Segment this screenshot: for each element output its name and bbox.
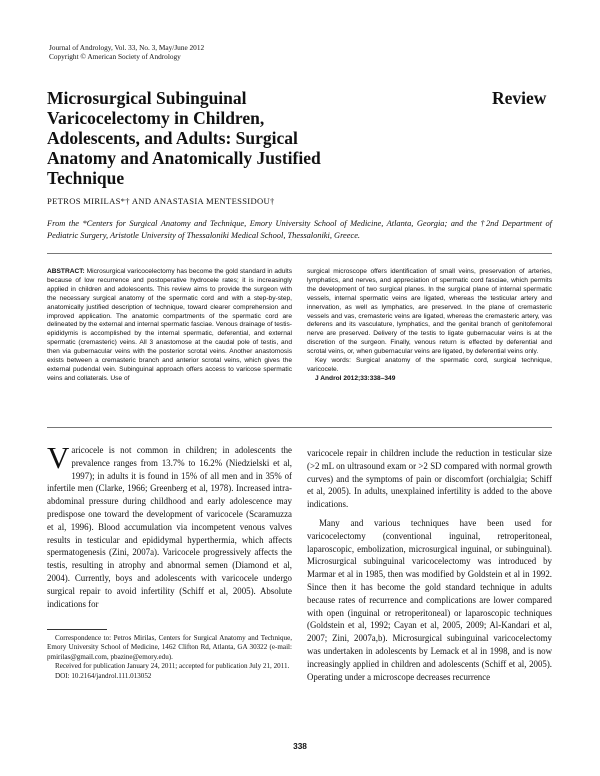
body-paragraph-1: varicocele repair in children include the reduction in testicular size (>2 mL on ultrasound exam or >2 SD compared with normal growth curves) and the symptoms of pain or discomfort (orchialgia; Schiff et al, 2005). In adults, unexplained infertility is added to the above indications. [307,448,552,510]
body-left-column [47,440,292,610]
journal-header [49,43,204,61]
abstract-text-left: Microsurgical varicocelectomy has become the gold standard in adults because of low recurrence and postoperative hydrocele rates; it is increasingly applied in children and adolescents. This review aims to provide the surgeon with the necessary surgical anatomy of the spermatic cord and with a step-by-step, anatomically justified description of technique, toward clearer comprehension and improved application. The anatomic compartments of the spermatic cord are delineated by the external and internal spermatic fasciae. Venous drainage of testis-epididymis is accomplished by the internal spermatic, deferential, and external spermatic (cremasteric) veins. All 3 anastomose at the caudal pole of testis, and then via gubernacular veins with the posterior scrotal veins. Another anastomosis exists between a cremasteric branch and anterior scrotal veins, which gives the external pudendal vein. Subinguinal approach offers access to varicose spermatic veins and collaterals. Use of [47,268,292,382]
intro-text: aricocele is not common in children; in adolescents the prevalence ranges from 13.7% to 16.2% (Niedzielski et al, 1997); in adults it is found in 15% of all men and in 35% of infertile men (Clarke, 1966; Greenberg et al, 1978). Increased intra-abdominal pressure during childhood and early adolescence may predispose one toward the development of varicocele (Scaramuzza et al, 1996). Blood accumulation via incompetent venous valves results in testicular and epididymal hyperthermia, which affects spermatogenesis (Zini, 2007a). Varicocele progressively affects the testis, resulting in atrophy and abnormal semen (Diamond et al, 2004). Currently, boys and adolescents with varicocele undergo surgical repair to avoid infertility (Schiff et al, 2005). Absolute indications for [47,445,292,609]
abstract-right-column [307,268,552,384]
footnotes [47,634,292,681]
footnote-rule [47,629,107,630]
correspondence-footnote: Correspondence to: Petros Mirilas, Centers for Surgical Anatomy and Technique, Emory University School of Medicine, 1462 Clifton Rd, Atlanta, GA 30322 (e-mail: pmirilas@gmail.com, pbazine@emory.edu). [47,634,292,661]
body-paragraph-2: Many and various techniques have been used for varicocelectomy (conventional inguinal, retroperitoneal, laparoscopic, embolization, microsurgical inguinal, or subinguinal). Microsurgical subinguinal varicocelectomy was introduced by Marmar et al in 1985, then was modified by Goldstein et al in 1992. Since then it has become the gold standard technique in adults because rates of recurrence and complications are lower compared with open (inguinal or retroperitoneal) or laparoscopic techniques (Goldstein et al, 1992; Cayan et al, 2005, 2009; Al-Kandari et al, 2007; Zini, 2007a,b). Microsurgical subinguinal varicocelectomy was undertaken in adolescents by Lemack et al in 1998, and is now increasingly applied in children and adolescents (Schiff et al, 2005). Operating under a microscope decreases recurrence [307,517,552,682]
body-right-column [307,447,552,683]
abstract-top-rule [47,253,552,254]
abstract-text-right: surgical microscope offers identification of small veins, preservation of arteries, lymphatics, and nerves, and appreciation of spermatic cord fasciae, which permits the development of two surgical planes. In the surgical plane of internal spermatic vessels, internal spermatic veins are ligated, whereas the testicular artery and innervation, as well as lymphatics, are preserved. In the plane of cremasteric vessels and vas, cremasteric veins are ligated, whereas the cremasteric artery, vas deferens and its vasculature, lymphatics, and the genital branch of genitofemoral nerve are preserved. Delivery of the testis to ligate gubernacular veins is at the discretion of the surgeon. Finally, venous return is effected by deferential and scrotal veins, or, when gubernacular veins are ligated, by deferential veins only. [307,268,552,356]
keywords-text: Surgical anatomy of the spermatic cord, surgical technique, varicocele. [307,357,552,373]
keywords [307,357,552,375]
copyright-line: Copyright © American Society of Andrology [49,52,181,61]
page-number: 338 [293,741,307,751]
abstract-left-column [47,268,292,384]
intro-paragraph [47,440,292,610]
journal-citation: J Androl 2012;33:338–349 [315,374,396,382]
section-label: Review [492,88,547,108]
abstract-label: ABSTRACT: [47,268,85,275]
received-footnote: Received for publication January 24, 2011; accepted for publication July 21, 2011. [55,662,290,671]
article-title: Microsurgical Subinguinal Varicocelectomy in Children, Adolescents, and Adults: Surgical Anatomy and Anatomically Justified Technique [47,88,321,188]
author-affiliation: From the *Centers for Surgical Anatomy and Technique, Emory University School of Medicine, Atlanta, Georgia; and the †2nd Department of Pediatric Surgery, Aristotle University of Thessaloniki Medical School, Thessaloniki, Greece. [47,219,552,240]
journal-citation-line: Journal of Andrology, Vol. 33, No. 3, May/June 2012 [49,43,205,52]
abstract-bottom-rule [47,427,552,428]
author-list: PETROS MIRILAS*† AND ANASTASIA MENTESSIDOU† [47,196,275,206]
keywords-label: Key words: [315,357,351,365]
doi-footnote: DOI: 10.2164/jandrol.111.013052 [55,671,152,680]
drop-cap: V [47,440,70,475]
